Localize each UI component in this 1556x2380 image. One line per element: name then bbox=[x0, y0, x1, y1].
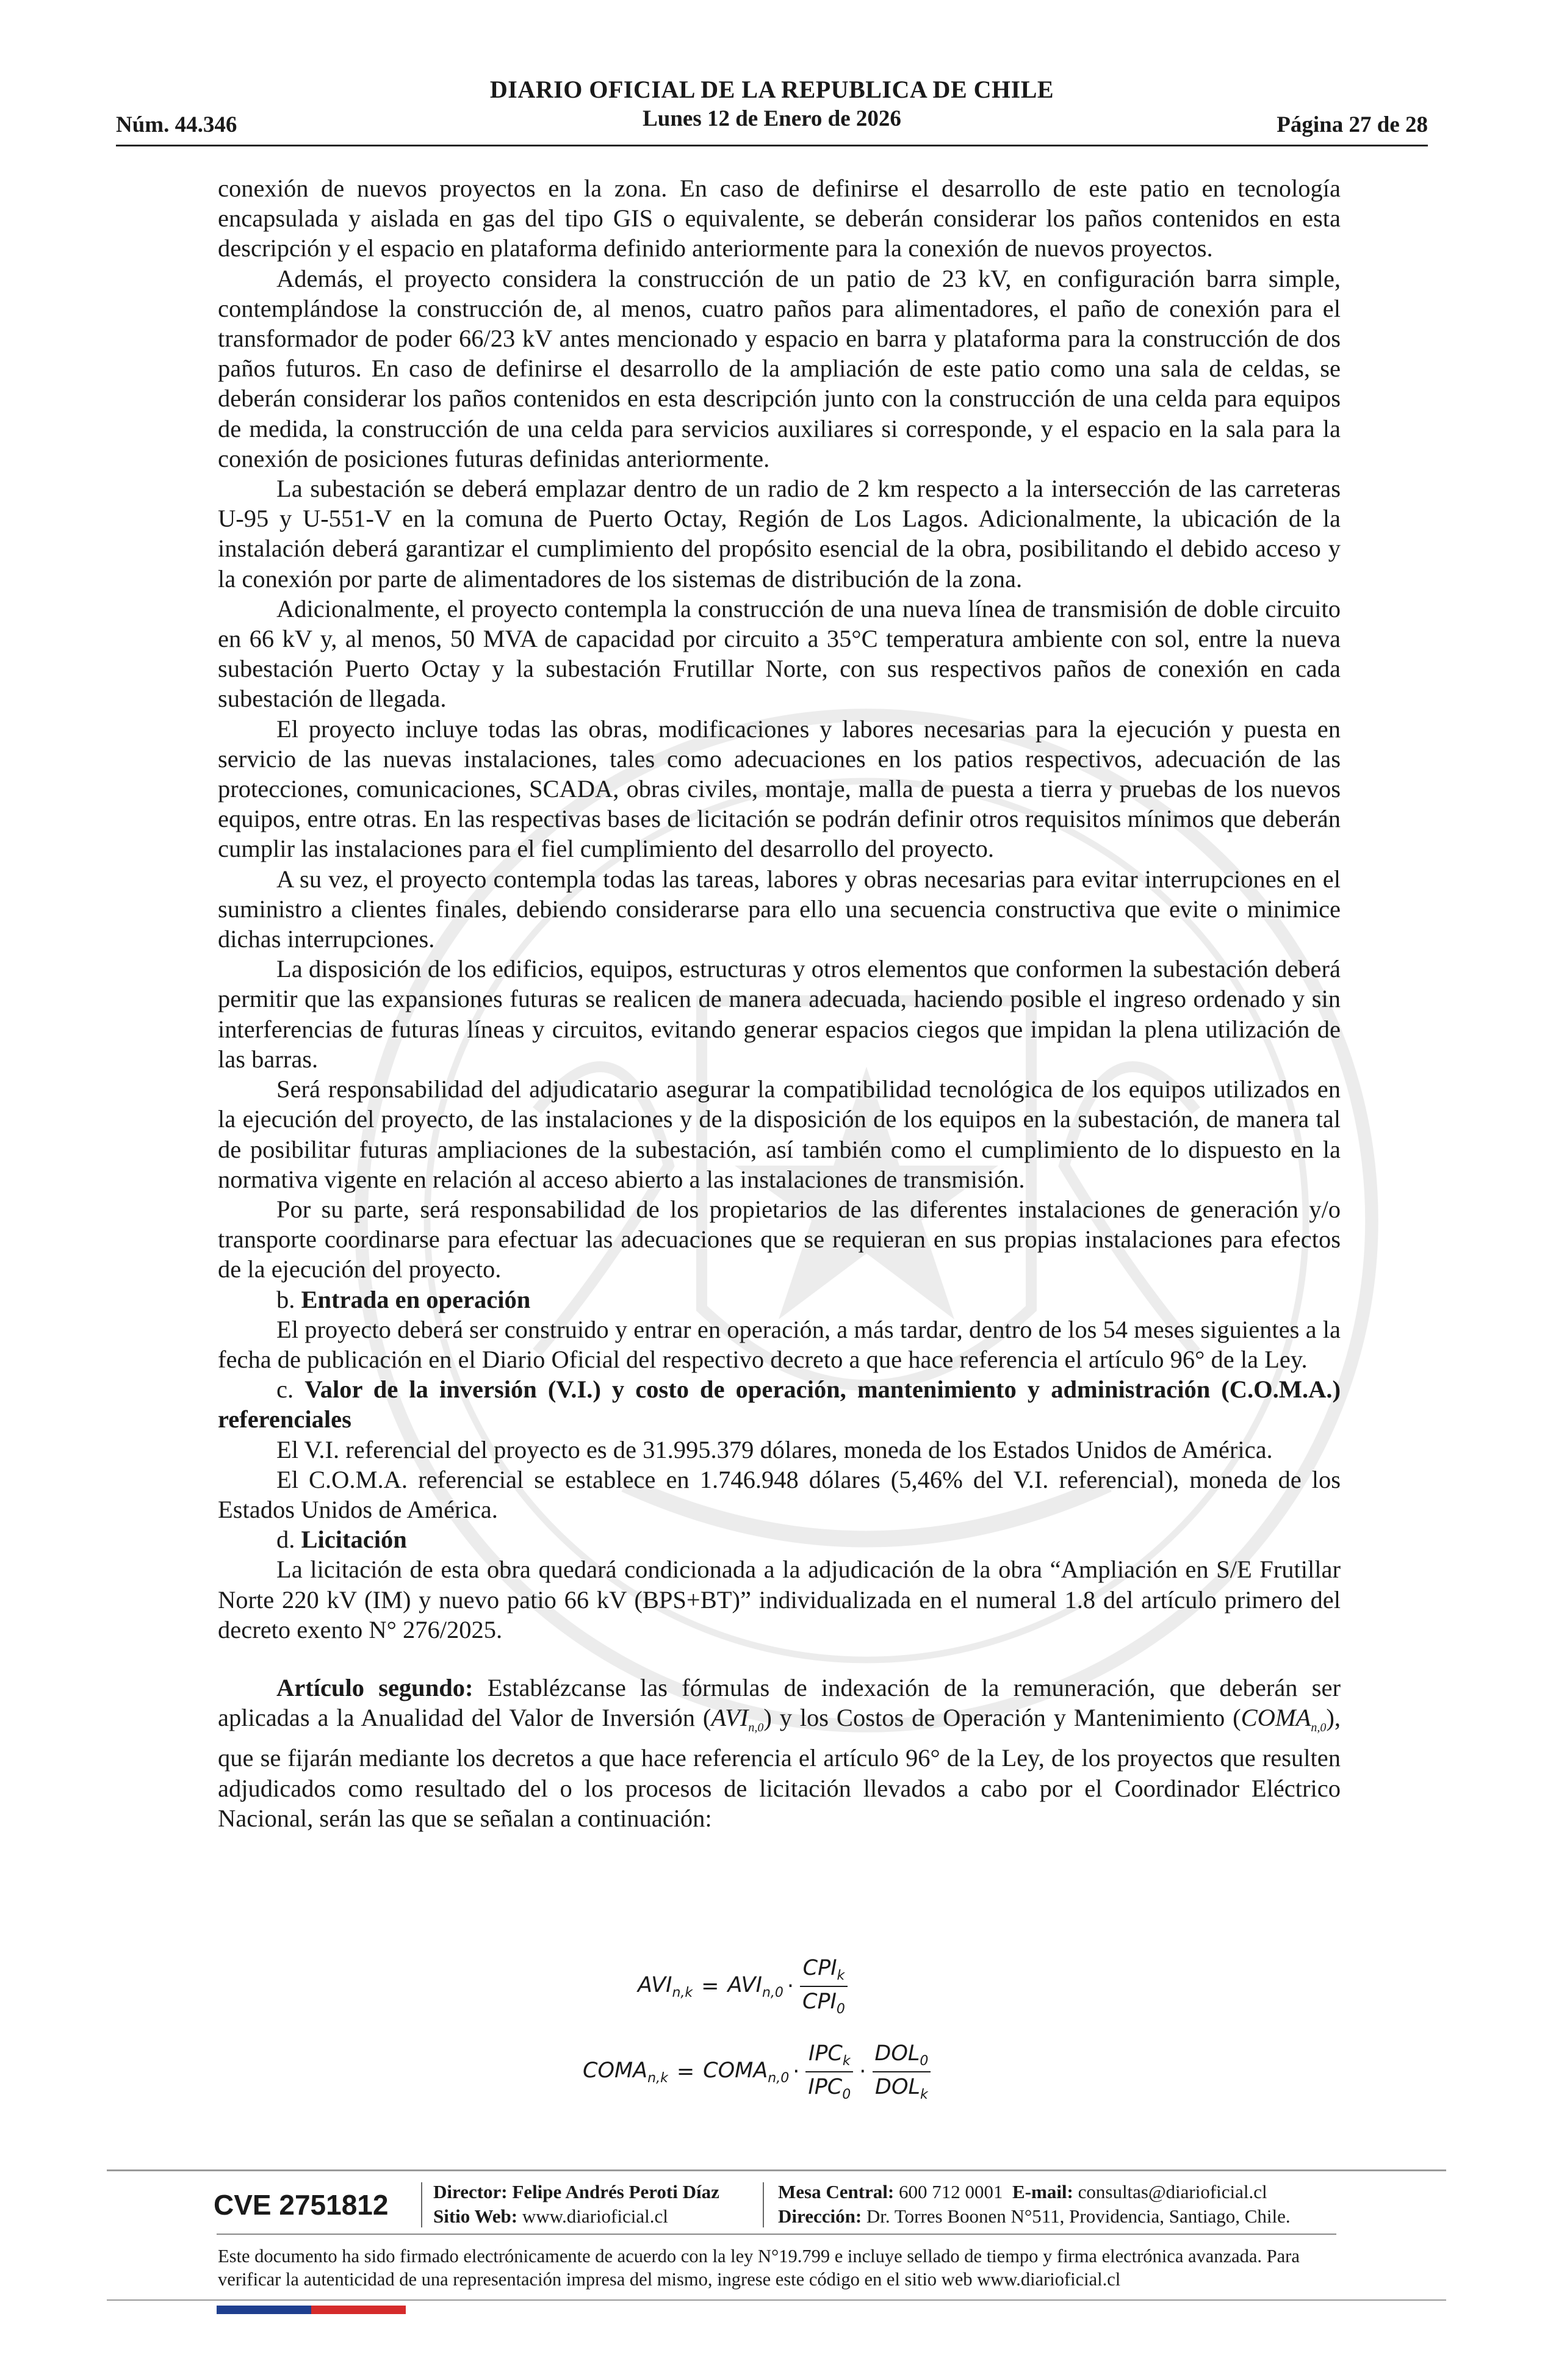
article-text: Establézcanse las fórmulas de indexación de la remuneración, que deberán ser aplicadas a la Anualidad del Valor de Inversión ( bbox=[218, 1673, 1341, 1732]
multiply-dot: · bbox=[793, 2060, 800, 2084]
paragraph: La subestación se deberá emplazar dentro de un radio de 2 km respecto a la intersección de las carreteras U-95 y U-551-V en la comuna de Puerto Octay, Región de Los Lagos. Adicionalmente, la ubicación de la instalación deberá garantizar el cumplimiento del propósito esencial de la obra, posibilitando el debido acceso y la conexión por parte de alimentadores de los sistemas de distribución de la zona. bbox=[218, 475, 1341, 593]
equals-sign: = bbox=[676, 2060, 695, 2084]
section-letter: b. bbox=[276, 1285, 295, 1313]
article-second bbox=[218, 1673, 1341, 1833]
page-header bbox=[116, 74, 1428, 143]
footer-divider bbox=[217, 2234, 1336, 2235]
paragraph: El proyecto incluye todas las obras, modificaciones y labores necesarias para la ejecución y puesta en servicio de las nuevas instalaciones, tales como adecuaciones en los patios respectivos, adecuación de las protecciones, comunicaciones, SCADA, obras civiles, montaje, malla de puesta a tierra y pruebas de los nuevos equipos, entre otras. En las respectivas bases de licitación se podrán definir otros requisitos mínimos que deberán cumplir las instalaciones para el fiel cumplimiento del desarrollo del proyecto. bbox=[218, 715, 1341, 863]
formula-coma bbox=[583, 2041, 933, 2102]
fraction-cpi: $\frac{CPI_k}{CPI_0}$ bbox=[800, 1956, 848, 2017]
footer-separator bbox=[763, 2182, 764, 2227]
paragraph: Adicionalmente, el proyecto contempla la construcción de una nueva línea de transmisión de doble circuito en 66 kV y, al menos, 50 MVA de capacidad por circuito a 35°C temperatura ambiente con sol, entre la nueva subestación Puerto Octay y la subestación Frutillar Norte, con sus respectivos paños de conexión en cada subestación de llegada. bbox=[218, 594, 1341, 713]
paragraph: Será responsabilidad del adjudicatario asegurar la compatibilidad tecnológica de los equipos utilizados en la ejecución del proyecto, de las instalaciones y de la disposición de los equipos en la subestación, de manera tal de posibilitar futuras ampliaciones de la subestación, así también como el cumplimiento de lo dispuesto en la normativa vigente en relación al acceso abierto a las instalaciones de transmisión. bbox=[218, 1075, 1341, 1193]
paragraph: La licitación de esta obra quedará condicionada a la adjudicación de la obra “Ampliación en S/E Frutillar Norte 220 kV (IM) y nuevo patio 66 kV (BPS+BT)” individualizada en el numeral 1.8 del artículo primero del decreto exento N° 276/2025. bbox=[218, 1556, 1341, 1643]
email-link[interactable]: consultas@diarioficial.cl bbox=[1078, 2181, 1267, 2202]
site-label: Sitio Web: bbox=[433, 2205, 518, 2227]
flag-blue-segment bbox=[217, 2306, 311, 2314]
site-link[interactable]: www.diarioficial.cl bbox=[522, 2205, 668, 2227]
email-label: E-mail: bbox=[1012, 2181, 1073, 2202]
flag-color-bar bbox=[217, 2306, 406, 2314]
paragraph: conexión de nuevos proyectos en la zona. En caso de definirse el desarrollo de este patio en tecnología encapsulada y aislada en gas del tipo GIS o equivalente, se deberán considerar los paños contenidos en esta descripción y el espacio en plataforma definido anteriormente para la conexión de nuevos proyectos. bbox=[218, 175, 1341, 262]
coma-subscript: n,0 bbox=[1311, 1721, 1327, 1735]
section-heading-c bbox=[218, 1374, 1341, 1434]
section-title: Entrada en operación bbox=[301, 1285, 531, 1313]
page-footer bbox=[107, 2179, 1446, 2234]
issue-number: Núm. 44.346 bbox=[116, 112, 237, 137]
publication-date: Lunes 12 de Enero de 2026 bbox=[643, 106, 901, 131]
paragraph: El proyecto deberá ser construido y entrar en operación, a más tardar, dentro de los 54 meses siguientes a la fecha de publicación en el Diario Oficial del respectivo decreto a que hace referencia el artículo 96° de la Ley. bbox=[218, 1315, 1341, 1373]
multiply-dot: · bbox=[787, 1974, 794, 1999]
director-block bbox=[433, 2180, 719, 2229]
section-heading-d bbox=[218, 1524, 1341, 1554]
multiply-dot: · bbox=[859, 2060, 866, 2084]
paragraph: La disposición de los edificios, equipos, estructuras y otros elementos que conformen la subestación deberá permitir que las expansiones futuras se realicen de manera adecuada, haciendo posible el ingreso ordenado y sin interferencias de futuras líneas y circuitos, evitando generar espacios ciegos que impidan la plena utilización de las barras. bbox=[218, 955, 1341, 1073]
footer-separator bbox=[421, 2182, 422, 2227]
section-heading-b bbox=[218, 1285, 1341, 1314]
section-title: Valor de la inversión (V.I.) y costo de operación, mantenimiento y administración (C.O.M.A.) referenciales bbox=[218, 1376, 1341, 1433]
legal-notice: Este documento ha sido firmado electrónicamente de acuerdo con la ley N°19.799 e incluye sellado de tiempo y firma electrónica avanzada. Para verificar la autenticidad de una representación impresa del mismo, ingrese este código en el sitio web www.diarioficial.cl bbox=[218, 2246, 1300, 2290]
cve-code: CVE 2751812 bbox=[214, 2189, 389, 2221]
avi-text: AVI bbox=[711, 1704, 749, 1732]
section-title: Licitación bbox=[301, 1526, 407, 1554]
fraction-dol: $\frac{DOL_0}{DOL_k}$ bbox=[872, 2041, 931, 2102]
paragraph: Por su parte, será responsabilidad de los propietarios de las diferentes instalaciones de generación y/o transporte coordinarse para efectuar las adecuaciones que se requieran en sus propias instalaciones para efectos de la ejecución del proyecto. bbox=[218, 1195, 1341, 1283]
formula-rhs: $COMA_{n,0}$ bbox=[703, 2058, 790, 2086]
coma-symbol bbox=[1241, 1704, 1327, 1735]
section-letter: d. bbox=[276, 1526, 295, 1554]
article-text: ), que se fijarán mediante los decretos a que hace referencia el artículo 96° de la Ley, de los proyectos que resulten adjudicados como resultado del o los procesos de licitación llevados a cabo por el Coordinador Eléctrico Nacional, serán las que se señalan a continuación: bbox=[218, 1704, 1341, 1832]
formula-lhs: $AVI_{n,k}$ bbox=[638, 1972, 693, 2000]
contact-block bbox=[778, 2180, 1291, 2229]
section-letter: c. bbox=[276, 1376, 294, 1404]
paragraph: A su vez, el proyecto contempla todas las tareas, labores y obras necesarias para evitar interrupciones en el suministro a clientes finales, debiendo considerarse para ello una secuencia constructiva que evite o minimice dichas interrupciones. bbox=[218, 865, 1341, 953]
formula-lhs: $COMA_{n,k}$ bbox=[583, 2058, 668, 2086]
fraction-ipc: $\frac{IPC_k}{IPC_0}$ bbox=[805, 2041, 853, 2102]
footer-divider bbox=[107, 2299, 1446, 2301]
article-label: Artículo segundo: bbox=[276, 1673, 474, 1701]
director-name: Director: Felipe Andrés Peroti Díaz bbox=[433, 2181, 719, 2202]
address-label: Dirección: bbox=[778, 2205, 862, 2227]
header-divider bbox=[116, 145, 1428, 146]
paragraph: El V.I. referencial del proyecto es de 31.995.379 dólares, moneda de los Estados Unidos de América. bbox=[276, 1435, 1273, 1463]
page-number: Página 27 de 28 bbox=[1277, 112, 1428, 137]
mesa-phone: 600 712 0001 bbox=[899, 2181, 1003, 2202]
coma-text: COMA bbox=[1241, 1704, 1311, 1732]
paragraph: Además, el proyecto considera la construcción de un patio de 23 kV, en configuración barra simple, contemplándose la construcción de, al menos, cuatro paños para alimentadores, el paño de conexión para el transformador de poder 66/23 kV antes mencionado y espacio en barra y plataforma para la construcción de dos paños futuros. En caso de definirse el desarrollo de la ampliación de este patio como una sala de celdas, se deberán considerar los paños contenidos en esta descripción junto con la construcción de una celda para equipos de medida, la construcción de una celda para servicios auxiliares si corresponde, y el espacio en la sala para la conexión de posiciones futuras definidas anteriormente. bbox=[218, 264, 1341, 472]
publication-title: DIARIO OFICIAL DE LA REPUBLICA DE CHILE bbox=[489, 76, 1054, 103]
footer-divider bbox=[107, 2169, 1446, 2171]
paragraph: El C.O.M.A. referencial se establece en 1.746.948 dólares (5,46% del V.I. referencial), moneda de los Estados Unidos de América. bbox=[218, 1465, 1341, 1523]
flag-red-segment bbox=[311, 2306, 406, 2314]
article-text: ) y los Costos de Operación y Mantenimiento ( bbox=[763, 1704, 1241, 1732]
mesa-label: Mesa Central: bbox=[778, 2181, 895, 2202]
document-body bbox=[218, 173, 1341, 1833]
avi-subscript: n,0 bbox=[748, 1721, 764, 1735]
address-value: Dr. Torres Boonen N°511, Providencia, Santiago, Chile. bbox=[866, 2205, 1291, 2227]
formula-rhs: $AVI_{n,0}$ bbox=[727, 1972, 783, 2000]
formula-avi bbox=[638, 1956, 850, 2017]
equals-sign: = bbox=[701, 1974, 719, 1999]
avi-symbol bbox=[711, 1704, 764, 1735]
